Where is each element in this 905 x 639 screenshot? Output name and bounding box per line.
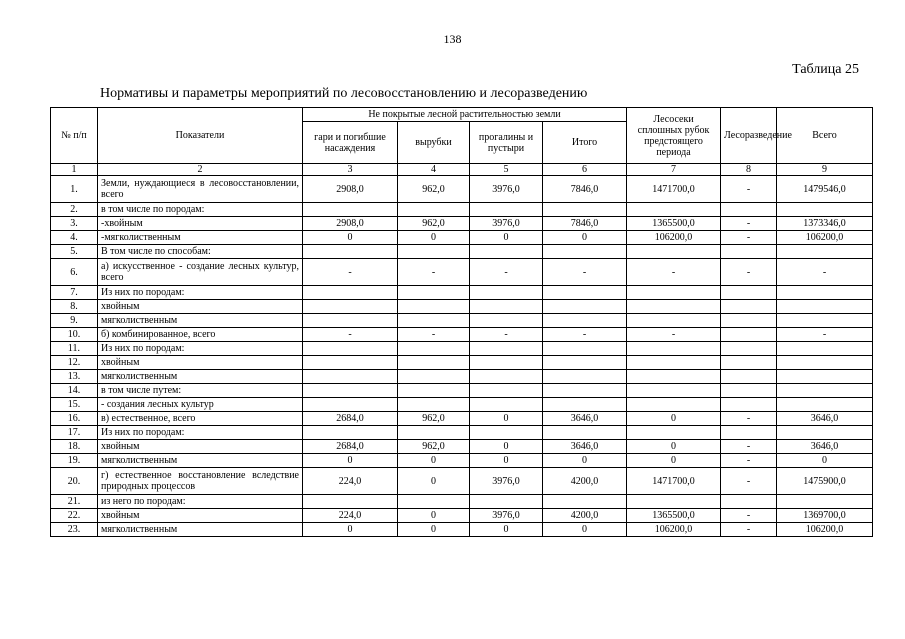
row-label: хвойным [98, 440, 303, 454]
row-value: - [777, 328, 873, 342]
row-value [721, 203, 777, 217]
row-value: - [543, 328, 627, 342]
row-value [777, 342, 873, 356]
row-value: - [721, 509, 777, 523]
table-row [51, 454, 873, 468]
row-value: 3976,0 [470, 509, 543, 523]
row-value [470, 370, 543, 384]
row-number: 23. [51, 523, 98, 537]
document-title: Нормативы и параметры мероприятий по лесовосстановлению и лесоразведению [100, 86, 588, 101]
row-value: 7846,0 [543, 176, 627, 203]
row-value: 0 [398, 523, 470, 537]
row-label: в) естественное, всего [98, 412, 303, 426]
row-value [543, 314, 627, 328]
row-label: Из них по породам: [98, 286, 303, 300]
row-value: 0 [398, 454, 470, 468]
row-value: 3976,0 [470, 468, 543, 495]
row-value [470, 356, 543, 370]
row-value: 962,0 [398, 217, 470, 231]
header-total: Всего [777, 108, 873, 164]
row-value [721, 286, 777, 300]
row-value [543, 356, 627, 370]
row-label: мягколиственным [98, 314, 303, 328]
row-value: 1369700,0 [777, 509, 873, 523]
row-value [398, 384, 470, 398]
row-value [470, 245, 543, 259]
row-value [398, 314, 470, 328]
row-value: 0 [398, 509, 470, 523]
row-value [627, 398, 721, 412]
row-value: 2684,0 [303, 412, 398, 426]
row-value: 0 [303, 454, 398, 468]
row-value [398, 342, 470, 356]
row-number: 15. [51, 398, 98, 412]
row-number: 16. [51, 412, 98, 426]
row-number: 6. [51, 259, 98, 286]
row-value: - [303, 259, 398, 286]
row-value [398, 398, 470, 412]
column-number: 9 [777, 164, 873, 176]
row-value: 106200,0 [777, 523, 873, 537]
row-value: - [398, 259, 470, 286]
row-value: - [721, 523, 777, 537]
row-value [398, 426, 470, 440]
row-value [721, 328, 777, 342]
table-row [51, 259, 873, 286]
table-row [51, 412, 873, 426]
row-value: 3646,0 [543, 412, 627, 426]
row-label: Из них по породам: [98, 342, 303, 356]
row-value [777, 356, 873, 370]
row-number: 5. [51, 245, 98, 259]
row-label: хвойным [98, 300, 303, 314]
row-number: 12. [51, 356, 98, 370]
row-label: из него по породам: [98, 495, 303, 509]
row-value: 1475900,0 [777, 468, 873, 495]
table-row [51, 231, 873, 245]
header-burnt: гари и погибшие насаждения [303, 122, 398, 164]
table-row [51, 370, 873, 384]
row-label: -мягколиственным [98, 231, 303, 245]
row-value [777, 245, 873, 259]
row-value: 3646,0 [777, 440, 873, 454]
row-value [398, 495, 470, 509]
row-value: - [721, 468, 777, 495]
header-row [51, 108, 873, 122]
row-value [303, 203, 398, 217]
row-value [721, 356, 777, 370]
table-row [51, 300, 873, 314]
row-value [627, 286, 721, 300]
row-value: - [721, 412, 777, 426]
row-number: 7. [51, 286, 98, 300]
header-subtotal: Итого [543, 122, 627, 164]
header-afforestation: Лесоразведение [721, 108, 777, 164]
row-value: 1471700,0 [627, 468, 721, 495]
row-value: 3646,0 [777, 412, 873, 426]
row-value: 3976,0 [470, 176, 543, 203]
header-num: № п/п [51, 108, 98, 164]
row-number: 21. [51, 495, 98, 509]
row-value [627, 495, 721, 509]
row-value: 1479546,0 [777, 176, 873, 203]
row-value [303, 495, 398, 509]
row-value [721, 300, 777, 314]
row-label: хвойным [98, 356, 303, 370]
row-value [721, 384, 777, 398]
table-row [51, 440, 873, 454]
row-value [777, 203, 873, 217]
table-body [51, 176, 873, 537]
row-label: Из них по породам: [98, 426, 303, 440]
row-value: 0 [470, 231, 543, 245]
row-value [721, 314, 777, 328]
row-value [543, 398, 627, 412]
row-label: в том числе путем: [98, 384, 303, 398]
row-value: 0 [470, 523, 543, 537]
row-value: - [721, 259, 777, 286]
row-value: 962,0 [398, 412, 470, 426]
row-value: 0 [470, 440, 543, 454]
column-number: 6 [543, 164, 627, 176]
row-value: - [303, 328, 398, 342]
row-value [303, 314, 398, 328]
row-value [470, 286, 543, 300]
column-number: 4 [398, 164, 470, 176]
column-number: 1 [51, 164, 98, 176]
row-value [470, 398, 543, 412]
row-value: 3646,0 [543, 440, 627, 454]
row-value: 106200,0 [627, 231, 721, 245]
table-row [51, 342, 873, 356]
row-number: 1. [51, 176, 98, 203]
row-label: Земли, нуждающиеся в лесовосстановлении, всего [98, 176, 303, 203]
row-label: мягколиственным [98, 370, 303, 384]
row-value [303, 286, 398, 300]
row-value: - [721, 176, 777, 203]
row-value: 0 [777, 454, 873, 468]
column-number: 3 [303, 164, 398, 176]
row-value: - [777, 259, 873, 286]
row-value: 1373346,0 [777, 217, 873, 231]
row-label: - создания лесных культур [98, 398, 303, 412]
row-value [627, 342, 721, 356]
row-number: 17. [51, 426, 98, 440]
header-glades: прогалины и пустыри [470, 122, 543, 164]
row-value [627, 314, 721, 328]
row-number: 11. [51, 342, 98, 356]
row-value [398, 245, 470, 259]
column-number: 8 [721, 164, 777, 176]
row-value [398, 300, 470, 314]
row-value [543, 286, 627, 300]
row-value [470, 384, 543, 398]
norms-table [50, 107, 873, 537]
header-felling: Лесосеки сплошных рубок предстоящего периода [627, 108, 721, 164]
row-label: В том числе по способам: [98, 245, 303, 259]
row-value: - [721, 440, 777, 454]
header-indicator: Показатели [98, 108, 303, 164]
row-value [398, 370, 470, 384]
row-number: 3. [51, 217, 98, 231]
row-value [303, 245, 398, 259]
table-row [51, 203, 873, 217]
row-value: 0 [470, 454, 543, 468]
table-row [51, 426, 873, 440]
table-row [51, 328, 873, 342]
row-value: 0 [627, 454, 721, 468]
row-label: -хвойным [98, 217, 303, 231]
row-number: 2. [51, 203, 98, 217]
row-value: 4200,0 [543, 468, 627, 495]
column-number: 2 [98, 164, 303, 176]
row-number: 13. [51, 370, 98, 384]
row-value [627, 245, 721, 259]
row-value: 0 [303, 523, 398, 537]
row-value [777, 314, 873, 328]
row-value: 3976,0 [470, 217, 543, 231]
row-value: - [470, 328, 543, 342]
row-value: 7846,0 [543, 217, 627, 231]
row-value [627, 370, 721, 384]
row-value [721, 370, 777, 384]
row-value [303, 300, 398, 314]
row-label: а) искусственное - создание лесных культур, всего [98, 259, 303, 286]
row-value [721, 398, 777, 412]
row-value [303, 370, 398, 384]
row-value: 962,0 [398, 176, 470, 203]
row-value [303, 384, 398, 398]
row-value [777, 426, 873, 440]
row-label: мягколиственным [98, 523, 303, 537]
row-label: в том числе по породам: [98, 203, 303, 217]
row-value [777, 286, 873, 300]
row-value [721, 426, 777, 440]
column-number: 5 [470, 164, 543, 176]
table-row [51, 509, 873, 523]
row-value [777, 384, 873, 398]
row-value [303, 398, 398, 412]
row-value: 2908,0 [303, 176, 398, 203]
row-value: 0 [398, 231, 470, 245]
row-value: 0 [398, 468, 470, 495]
row-value [470, 342, 543, 356]
row-number: 19. [51, 454, 98, 468]
row-number: 4. [51, 231, 98, 245]
row-value [627, 384, 721, 398]
row-value: 2684,0 [303, 440, 398, 454]
row-value [398, 286, 470, 300]
table-row [51, 523, 873, 537]
row-value [543, 370, 627, 384]
row-value: 224,0 [303, 468, 398, 495]
row-value: - [721, 217, 777, 231]
row-number: 20. [51, 468, 98, 495]
row-value [470, 300, 543, 314]
row-value: 106200,0 [627, 523, 721, 537]
row-number: 22. [51, 509, 98, 523]
row-value [470, 426, 543, 440]
row-value: - [721, 231, 777, 245]
row-value: - [721, 454, 777, 468]
table-row [51, 176, 873, 203]
row-value: 1471700,0 [627, 176, 721, 203]
row-value: - [398, 328, 470, 342]
row-value [627, 300, 721, 314]
row-value [303, 356, 398, 370]
column-number: 7 [627, 164, 721, 176]
row-value: 0 [627, 440, 721, 454]
row-value: 962,0 [398, 440, 470, 454]
row-value [543, 203, 627, 217]
row-value: 1365500,0 [627, 509, 721, 523]
table-row [51, 286, 873, 300]
table-row [51, 468, 873, 495]
header-group: Не покрытые лесной растительностью земли [303, 108, 627, 122]
row-value: 0 [543, 454, 627, 468]
row-value: - [470, 259, 543, 286]
row-value [543, 245, 627, 259]
row-number: 8. [51, 300, 98, 314]
row-value: 0 [543, 523, 627, 537]
row-value: 2908,0 [303, 217, 398, 231]
row-value [543, 384, 627, 398]
row-value: - [627, 328, 721, 342]
row-value [627, 203, 721, 217]
table-label: Таблица 25 [792, 62, 859, 77]
row-label: г) естественное восстановление вследствие природных процессов [98, 468, 303, 495]
table-row [51, 356, 873, 370]
table-row [51, 245, 873, 259]
row-label: б) комбинированное, всего [98, 328, 303, 342]
row-value [627, 426, 721, 440]
row-value [721, 342, 777, 356]
row-value: 4200,0 [543, 509, 627, 523]
row-value [303, 426, 398, 440]
page-number: 138 [443, 32, 462, 46]
column-number-row [51, 164, 873, 176]
row-value: 0 [543, 231, 627, 245]
row-value [721, 245, 777, 259]
row-value [398, 203, 470, 217]
row-value [627, 356, 721, 370]
row-value [543, 495, 627, 509]
row-value: 0 [303, 231, 398, 245]
row-value [470, 495, 543, 509]
row-value: 0 [470, 412, 543, 426]
table-row [51, 314, 873, 328]
row-value [777, 370, 873, 384]
row-value: - [543, 259, 627, 286]
row-value: 106200,0 [777, 231, 873, 245]
row-number: 18. [51, 440, 98, 454]
header-clearcuts: вырубки [398, 122, 470, 164]
row-value [777, 495, 873, 509]
row-value [543, 426, 627, 440]
row-value: 224,0 [303, 509, 398, 523]
row-value [470, 203, 543, 217]
row-value: 0 [627, 412, 721, 426]
row-value [777, 300, 873, 314]
row-value [303, 342, 398, 356]
table-row [51, 495, 873, 509]
row-value [721, 495, 777, 509]
row-value [543, 300, 627, 314]
row-value: 1365500,0 [627, 217, 721, 231]
table-row [51, 384, 873, 398]
row-value [398, 356, 470, 370]
row-value [543, 342, 627, 356]
row-value: - [627, 259, 721, 286]
row-value [777, 398, 873, 412]
row-label: мягколиственным [98, 454, 303, 468]
row-value [470, 314, 543, 328]
row-number: 10. [51, 328, 98, 342]
table-row [51, 217, 873, 231]
row-number: 14. [51, 384, 98, 398]
table-row [51, 398, 873, 412]
row-label: хвойным [98, 509, 303, 523]
row-number: 9. [51, 314, 98, 328]
